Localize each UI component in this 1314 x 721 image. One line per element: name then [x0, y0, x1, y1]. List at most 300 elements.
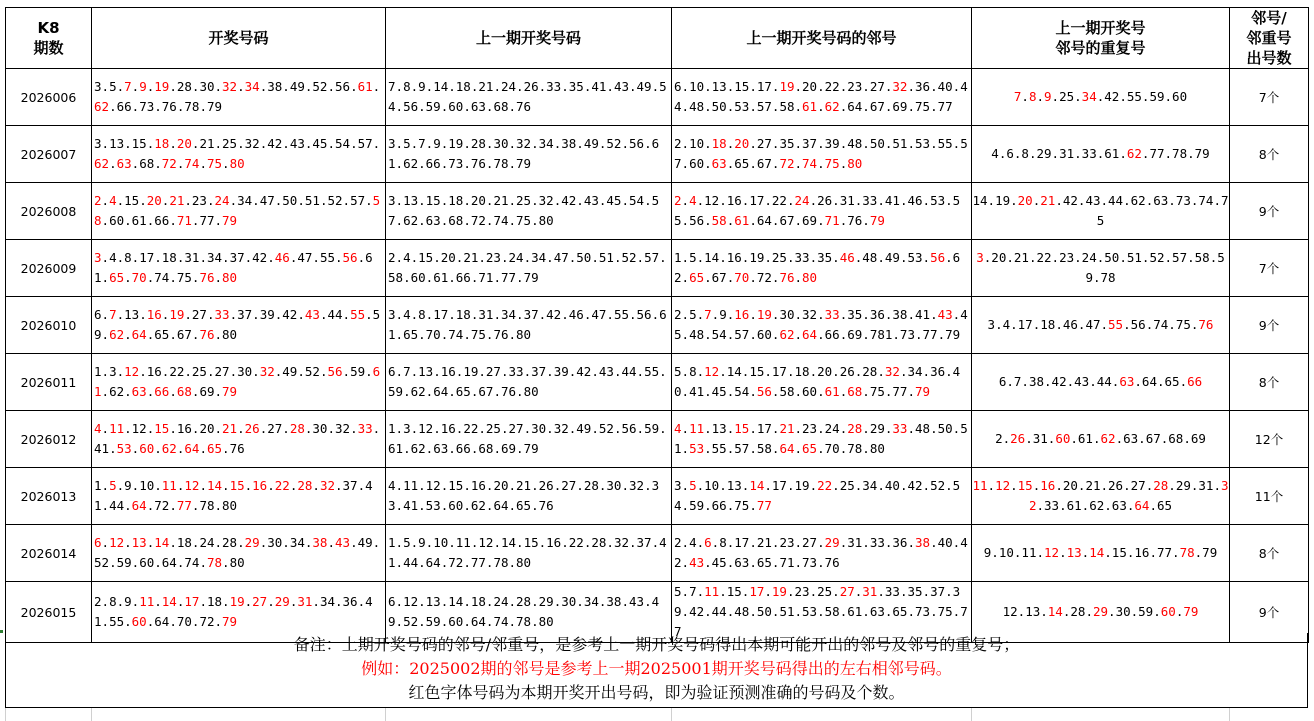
number: 80	[229, 555, 245, 570]
number: 4	[403, 250, 411, 265]
period-cell[interactable]: 2026013	[6, 468, 92, 525]
hit-number: 7	[109, 307, 117, 322]
number-separator: .	[267, 250, 275, 265]
number-separator: .	[945, 193, 953, 208]
number: 42	[689, 604, 705, 619]
number: 23	[847, 79, 863, 94]
hit-number: 62	[1100, 431, 1116, 446]
number-separator: .	[839, 327, 848, 342]
number-separator: .	[1149, 545, 1157, 560]
draw-numbers-cell[interactable]	[92, 354, 386, 411]
number: 30	[531, 421, 547, 436]
number-separator: .	[237, 136, 245, 151]
number-separator: .	[576, 594, 584, 609]
number-separator: .	[516, 307, 524, 322]
number: 78	[1100, 270, 1116, 285]
number-separator: .	[297, 193, 305, 208]
number-separator: .	[229, 193, 238, 208]
number-separator: .	[282, 421, 290, 436]
number-separator: .	[1006, 250, 1014, 265]
number-separator: .	[907, 384, 915, 399]
number-separator: .	[704, 156, 712, 171]
number-separator: .	[222, 441, 230, 456]
number: 61	[433, 270, 449, 285]
number: 18	[161, 250, 177, 265]
number: 63	[1123, 431, 1139, 446]
number: 61	[94, 250, 373, 285]
number-separator: .	[327, 136, 335, 151]
number: 64	[847, 99, 863, 114]
header-repeat[interactable]	[972, 8, 1230, 69]
number-separator: .	[1028, 250, 1037, 265]
number: 53	[425, 498, 441, 513]
number-separator: .	[463, 327, 471, 342]
neighbor-numbers-cell[interactable]	[672, 126, 972, 183]
number-separator: .	[418, 478, 426, 493]
number-separator: .	[621, 594, 629, 609]
number-separator: .	[116, 364, 125, 379]
number-separator: .	[470, 79, 479, 94]
draw-numbers-cell[interactable]	[92, 468, 386, 525]
repeat-numbers-cell[interactable]	[972, 240, 1230, 297]
number-separator: .	[877, 193, 885, 208]
number-separator: .	[146, 79, 155, 94]
number: 27	[485, 364, 501, 379]
number-separator: .	[101, 594, 110, 609]
number: 34	[206, 250, 223, 265]
number: 46	[907, 193, 923, 208]
hit-number: 26	[1010, 431, 1026, 446]
number-separator: .	[704, 604, 712, 619]
number-separator: .	[817, 136, 825, 151]
hit-number: 19	[771, 584, 787, 599]
number: 52	[621, 250, 637, 265]
number-separator: .	[508, 498, 517, 513]
number: 52	[94, 555, 110, 570]
number: 10	[139, 478, 155, 493]
draw-numbers-cell[interactable]	[92, 411, 386, 468]
header-prev-draw-label: 上一期开奖号码	[475, 29, 581, 47]
number-separator: .	[907, 136, 915, 151]
neighbor-numbers-cell[interactable]	[672, 240, 972, 297]
number: 42	[546, 307, 562, 322]
number: 45	[312, 136, 328, 151]
number-separator: .	[726, 99, 735, 114]
number: 30	[606, 478, 622, 493]
draw-numbers-cell[interactable]	[92, 183, 386, 240]
number-separator: .	[372, 535, 381, 550]
number-separator: .	[418, 555, 426, 570]
prev-draw-numbers-cell[interactable]	[386, 468, 672, 525]
header-prev-draw[interactable]	[386, 8, 672, 69]
number-separator: .	[425, 535, 434, 550]
number-separator: .	[771, 327, 780, 342]
hit-count-cell[interactable]: 9个	[1230, 297, 1309, 354]
hit-count-cell[interactable]: 12个	[1230, 411, 1309, 468]
neighbor-numbers-cell[interactable]	[672, 183, 972, 240]
number: 20	[199, 421, 215, 436]
number: 68	[1168, 431, 1184, 446]
number-separator: .	[719, 250, 727, 265]
number-separator: .	[538, 79, 547, 94]
number: 38	[561, 136, 577, 151]
neighbor-numbers-cell[interactable]	[672, 468, 972, 525]
hit-count-cell[interactable]: 7个	[1230, 69, 1309, 126]
number: 42	[1062, 193, 1078, 208]
number-separator: .	[116, 594, 125, 609]
hit-number: 79	[222, 614, 238, 629]
hit-count-cell[interactable]: 9个	[1230, 183, 1309, 240]
prev-draw-numbers-cell[interactable]	[386, 297, 672, 354]
number-separator: .	[1104, 545, 1112, 560]
prev-draw-numbers-cell[interactable]	[386, 525, 672, 582]
number-separator: .	[365, 193, 373, 208]
draw-numbers-cell[interactable]	[92, 240, 386, 297]
number-separator: .	[109, 156, 117, 171]
number: 15	[124, 193, 140, 208]
number-separator: .	[463, 614, 471, 629]
hit-number: 32	[1028, 478, 1229, 513]
number: 12	[1002, 604, 1018, 619]
number: 62	[1089, 498, 1105, 513]
period-cell[interactable]: 2026007	[6, 126, 92, 183]
number-separator: .	[101, 136, 110, 151]
number-separator: .	[304, 136, 313, 151]
number-separator: .	[259, 535, 268, 550]
hit-number: 33	[357, 421, 373, 436]
number-separator: .	[1055, 317, 1063, 332]
prev-draw-numbers-cell[interactable]	[386, 183, 672, 240]
hit-number: 65	[206, 441, 223, 456]
number-separator: .	[907, 307, 915, 322]
number: 34	[862, 478, 878, 493]
hit-count-cell[interactable]: 11个	[1230, 468, 1309, 525]
number: 30	[561, 594, 577, 609]
number-separator: .	[282, 136, 290, 151]
number: 40	[937, 535, 953, 550]
prev-draw-numbers-cell[interactable]	[386, 354, 672, 411]
period-cell[interactable]: 2026009	[6, 240, 92, 297]
number-separator: .	[899, 478, 908, 493]
number-separator: .	[839, 441, 848, 456]
number-separator: .	[1100, 478, 1109, 493]
header-count[interactable]	[1230, 8, 1309, 69]
number: 26	[523, 79, 539, 94]
prev-draw-numbers-cell[interactable]	[386, 411, 672, 468]
header-neighbors[interactable]	[672, 8, 972, 69]
repeat-numbers-cell[interactable]	[972, 69, 1230, 126]
neighbor-numbers-cell[interactable]	[672, 69, 972, 126]
number-separator: .	[1126, 545, 1135, 560]
number: 33	[884, 584, 900, 599]
number-separator: .	[485, 193, 494, 208]
number: 77	[500, 270, 517, 285]
number: 69	[1190, 431, 1206, 446]
number-separator: .	[116, 250, 125, 265]
period-cell[interactable]: 2026015	[6, 582, 92, 643]
repeat-numbers-cell[interactable]	[972, 354, 1230, 411]
number-separator: .	[319, 364, 328, 379]
number: 74	[1198, 193, 1214, 208]
number: 73	[899, 327, 915, 342]
number-separator: .	[206, 364, 215, 379]
number: 62	[109, 384, 125, 399]
number-separator: .	[214, 213, 223, 228]
number-separator: .	[463, 555, 471, 570]
number-separator: .	[433, 421, 441, 436]
number: 80	[538, 614, 554, 629]
hit-number: 34	[244, 79, 260, 94]
number: 18	[1040, 317, 1056, 332]
number-separator: .	[169, 498, 177, 513]
number: 44	[711, 604, 727, 619]
number: 8	[403, 79, 411, 94]
number: 66	[824, 327, 840, 342]
hit-number: 9	[1044, 89, 1052, 104]
number-separator: .	[493, 307, 501, 322]
number: 69	[199, 384, 215, 399]
number-separator: .	[719, 478, 727, 493]
number: 50	[576, 250, 592, 265]
number: 7	[388, 79, 396, 94]
number: 58	[779, 99, 795, 114]
number-separator: .	[704, 327, 712, 342]
number: 61	[847, 604, 863, 619]
number: 74	[493, 614, 509, 629]
number: 54	[734, 384, 750, 399]
number-separator: .	[862, 384, 870, 399]
number: 59	[116, 555, 132, 570]
number-separator: .	[282, 535, 290, 550]
number: 58	[824, 604, 840, 619]
hit-number: 19	[169, 307, 185, 322]
draw-numbers-cell[interactable]	[92, 297, 386, 354]
number-separator: .	[659, 421, 667, 436]
number: 17	[734, 535, 750, 550]
number: 75	[176, 270, 192, 285]
number: 60	[109, 213, 125, 228]
number-separator: .	[508, 136, 517, 151]
number-separator: .	[741, 364, 750, 379]
number: 62	[1130, 193, 1146, 208]
number-separator: .	[862, 421, 870, 436]
number-separator: .	[418, 614, 426, 629]
number-separator: .	[681, 136, 690, 151]
number-separator: .	[771, 79, 780, 94]
number-separator: .	[546, 364, 554, 379]
number: 31	[1198, 478, 1214, 493]
number-separator: .	[109, 99, 117, 114]
number-separator: .	[403, 270, 411, 285]
number: 3	[674, 478, 682, 493]
number: 3	[388, 307, 396, 322]
number: 41	[94, 594, 373, 629]
number: 80	[523, 384, 539, 399]
number: 8	[418, 307, 426, 322]
number-separator: .	[794, 384, 803, 399]
number-separator: .	[741, 250, 750, 265]
draw-numbers-cell[interactable]	[92, 69, 386, 126]
number: 57	[756, 99, 772, 114]
number: 78	[184, 99, 200, 114]
period-cell[interactable]: 2026014	[6, 525, 92, 582]
number: 10	[433, 535, 449, 550]
number-separator: .	[508, 614, 517, 629]
repeat-numbers-cell[interactable]	[972, 525, 1230, 582]
hit-number: 61	[824, 384, 840, 399]
number: 26	[839, 364, 855, 379]
number-separator: .	[101, 498, 110, 513]
number-separator: .	[1168, 317, 1176, 332]
hit-number: 78	[1179, 545, 1195, 560]
period-cell[interactable]: 2026010	[6, 297, 92, 354]
neighbor-numbers-cell[interactable]	[672, 354, 972, 411]
hit-count-cell[interactable]: 9个	[1230, 582, 1309, 643]
hit-number: 14	[749, 478, 765, 493]
number: 50	[869, 136, 885, 151]
number-separator: .	[817, 307, 825, 322]
gridline	[385, 708, 386, 721]
number-separator: .	[854, 193, 863, 208]
number: 56	[1130, 317, 1146, 332]
number-separator: .	[1025, 431, 1033, 446]
prev-draw-numbers-cell[interactable]	[386, 69, 672, 126]
prev-draw-numbers-cell[interactable]	[386, 126, 672, 183]
number: 60	[756, 327, 772, 342]
number-separator: .	[696, 364, 705, 379]
hit-count-cell[interactable]: 8个	[1230, 354, 1309, 411]
hit-number: 63	[1119, 374, 1135, 389]
number-separator: .	[493, 535, 501, 550]
number: 43	[613, 79, 629, 94]
number-separator: .	[945, 364, 953, 379]
number-separator: .	[546, 250, 554, 265]
hit-number: 2	[674, 193, 682, 208]
number: 57	[1172, 250, 1188, 265]
number: 44	[674, 79, 968, 114]
number: 31	[478, 307, 494, 322]
period-cell[interactable]: 2026012	[6, 411, 92, 468]
repeat-numbers-cell[interactable]	[972, 297, 1230, 354]
number: 64	[154, 614, 170, 629]
number: 42	[267, 136, 283, 151]
table-row	[6, 354, 1309, 411]
number: 24	[1081, 250, 1097, 265]
number: 11	[455, 535, 471, 550]
number-separator: .	[199, 594, 207, 609]
number-separator: .	[839, 421, 848, 436]
number: 32	[516, 136, 532, 151]
number: 37	[802, 136, 818, 151]
repeat-numbers-cell[interactable]	[972, 183, 1230, 240]
hit-count-cell[interactable]: 8个	[1230, 126, 1309, 183]
number-separator: .	[786, 478, 795, 493]
number-separator: .	[312, 478, 320, 493]
number: 19	[995, 193, 1011, 208]
number-separator: .	[832, 250, 840, 265]
number-separator: .	[146, 498, 155, 513]
period-cell[interactable]: 2026011	[6, 354, 92, 411]
number-separator: .	[922, 478, 931, 493]
number-separator: .	[433, 250, 441, 265]
number-separator: .	[169, 327, 177, 342]
gridline	[5, 708, 6, 721]
number: 42	[252, 250, 268, 265]
number: 22	[1036, 250, 1052, 265]
number: 7	[689, 584, 697, 599]
number: 45	[606, 193, 622, 208]
number: 49	[289, 79, 305, 94]
prev-draw-numbers-cell[interactable]	[386, 240, 672, 297]
number-separator: .	[531, 136, 539, 151]
header-period[interactable]	[6, 8, 92, 69]
number: 78	[493, 555, 509, 570]
number-separator: .	[696, 478, 705, 493]
neighbor-numbers-cell[interactable]	[672, 525, 972, 582]
number-separator: .	[576, 193, 584, 208]
number-separator: .	[199, 156, 207, 171]
period-cell[interactable]: 2026006	[6, 69, 92, 126]
number-separator: .	[1096, 146, 1105, 161]
number-separator: .	[395, 364, 404, 379]
number: 6	[998, 374, 1007, 389]
number: 44	[1096, 374, 1112, 389]
number: 67	[711, 270, 727, 285]
number-separator: .	[319, 307, 328, 322]
number-separator: .	[553, 136, 562, 151]
hit-number: 28	[297, 478, 313, 493]
neighbor-numbers-cell[interactable]	[672, 411, 972, 468]
number-separator: .	[448, 270, 456, 285]
number: 54	[711, 327, 727, 342]
hit-count-cell[interactable]: 8个	[1230, 525, 1309, 582]
number-separator: .	[704, 384, 712, 399]
number: 59	[94, 307, 381, 342]
number: 3	[94, 79, 102, 94]
period-cell[interactable]: 2026008	[6, 183, 92, 240]
repeat-numbers-cell[interactable]	[972, 411, 1230, 468]
number-separator: .	[161, 307, 170, 322]
repeat-numbers-cell[interactable]	[972, 468, 1230, 525]
draw-numbers-cell[interactable]	[92, 525, 386, 582]
number: 44	[403, 555, 419, 570]
number: 65	[403, 327, 419, 342]
number: 48	[689, 327, 705, 342]
number-separator: .	[817, 535, 825, 550]
hit-number: 29	[274, 594, 290, 609]
number: 16	[726, 250, 742, 265]
number-separator: .	[696, 584, 705, 599]
number-separator: .	[244, 250, 253, 265]
number: 18	[176, 535, 192, 550]
number-separator: .	[252, 193, 260, 208]
header-draw[interactable]	[92, 8, 386, 69]
number-separator: .	[319, 193, 328, 208]
hit-count-cell[interactable]: 7个	[1230, 240, 1309, 297]
repeat-numbers-cell[interactable]	[972, 126, 1230, 183]
number-separator: .	[726, 213, 735, 228]
number: 60	[689, 156, 705, 171]
neighbor-numbers-cell[interactable]	[672, 297, 972, 354]
draw-numbers-cell[interactable]	[92, 126, 386, 183]
number: 2	[995, 431, 1003, 446]
number-separator: .	[425, 384, 434, 399]
number-separator: .	[1190, 478, 1199, 493]
number: 27	[191, 307, 207, 322]
hit-number: 79	[222, 384, 238, 399]
number: 61	[131, 213, 147, 228]
number-separator: .	[794, 136, 803, 151]
